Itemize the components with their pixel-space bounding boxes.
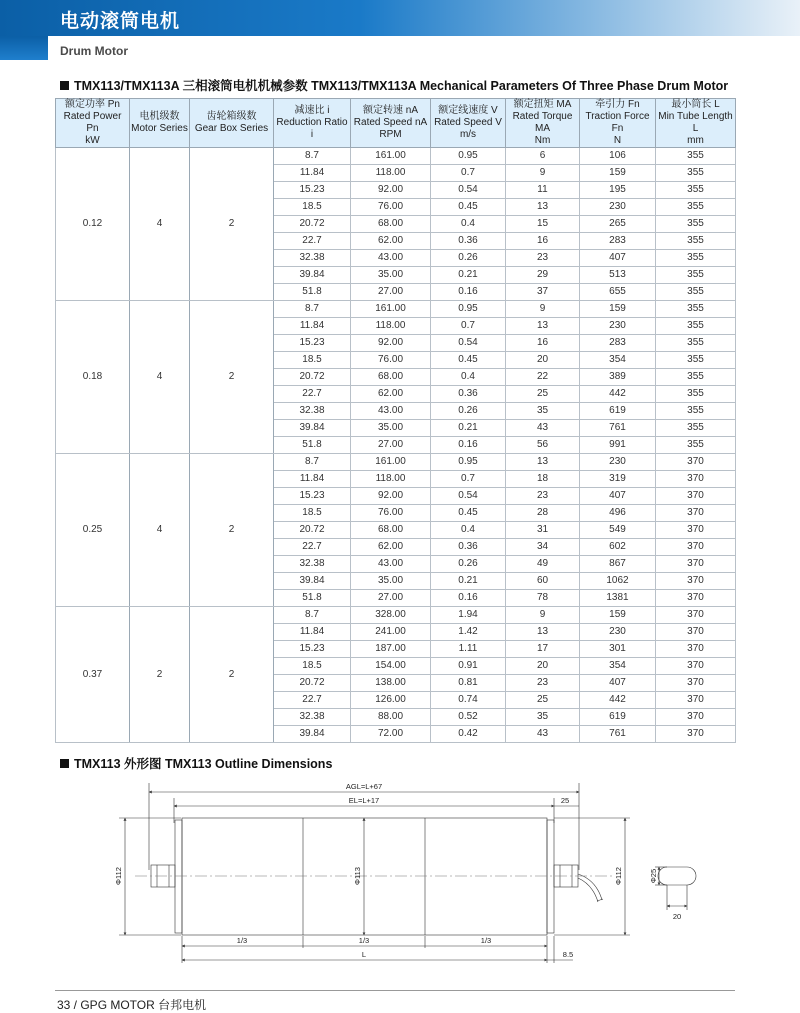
table-cell: 355 xyxy=(656,182,736,199)
table-cell: 370 xyxy=(656,522,736,539)
table-cell: 92.00 xyxy=(351,335,431,352)
table-cell: 602 xyxy=(580,539,656,556)
table-cell: 619 xyxy=(580,403,656,420)
table-cell: 18.5 xyxy=(274,352,351,369)
table-cell: 20 xyxy=(506,658,580,675)
motor-series-cell: 2 xyxy=(130,607,190,743)
table-cell: 389 xyxy=(580,369,656,386)
table-cell: 31 xyxy=(506,522,580,539)
table-cell: 301 xyxy=(580,641,656,658)
table-cell: 51.8 xyxy=(274,590,351,607)
column-header-line: Rated Power Pn xyxy=(63,111,122,134)
table-cell: 407 xyxy=(580,675,656,692)
table-cell: 17 xyxy=(506,641,580,658)
table-cell: 370 xyxy=(656,658,736,675)
table-cell: 0.54 xyxy=(431,488,506,505)
table-cell: 13 xyxy=(506,318,580,335)
footer-page-info: 33 / GPG MOTOR 台邦电机 xyxy=(57,998,207,1012)
table-cell: 43 xyxy=(506,726,580,743)
table-cell: 355 xyxy=(656,369,736,386)
table-cell: 32.38 xyxy=(274,403,351,420)
table-cell: 35.00 xyxy=(351,573,431,590)
column-header-line: RPM xyxy=(379,129,402,140)
drum-diameter-label: Φ113 xyxy=(353,867,362,885)
drawing-section-title xyxy=(60,754,332,772)
table-cell: 72.00 xyxy=(351,726,431,743)
table-header-row xyxy=(56,99,736,148)
table-cell: 355 xyxy=(656,301,736,318)
table-cell: 16 xyxy=(506,233,580,250)
table-cell: 0.52 xyxy=(431,709,506,726)
table-cell: 35.00 xyxy=(351,267,431,284)
table-cell: 18 xyxy=(506,471,580,488)
table-cell: 355 xyxy=(656,352,736,369)
motor-series-cell: 4 xyxy=(130,301,190,454)
table-cell: 18.5 xyxy=(274,199,351,216)
table-cell: 35 xyxy=(506,709,580,726)
table-cell: 43.00 xyxy=(351,556,431,573)
table-cell: 0.7 xyxy=(431,471,506,488)
square-bullet-icon xyxy=(60,81,69,90)
table-cell: 370 xyxy=(656,675,736,692)
table-cell: 407 xyxy=(580,250,656,267)
table-cell: 43 xyxy=(506,420,580,437)
table-cell: 11 xyxy=(506,182,580,199)
column-header xyxy=(351,99,431,148)
rated-power-cell: 0.18 xyxy=(56,301,130,454)
table-cell: 355 xyxy=(656,420,736,437)
table-cell: 15.23 xyxy=(274,335,351,352)
table-cell: 0.45 xyxy=(431,352,506,369)
motor-series-cell: 4 xyxy=(130,148,190,301)
table-cell: 549 xyxy=(580,522,656,539)
table-cell: 1381 xyxy=(580,590,656,607)
table-cell: 39.84 xyxy=(274,420,351,437)
table-cell: 761 xyxy=(580,726,656,743)
length-l-label: L xyxy=(361,950,367,959)
rated-power-cell: 0.12 xyxy=(56,148,130,301)
column-header xyxy=(431,99,506,148)
table-cell: 0.16 xyxy=(431,284,506,301)
table-cell: 0.36 xyxy=(431,386,506,403)
table-cell: 20.72 xyxy=(274,522,351,539)
table-row xyxy=(56,607,736,624)
table-row xyxy=(56,148,736,165)
column-header-line: Motor Series xyxy=(131,123,188,134)
table-cell: 56 xyxy=(506,437,580,454)
table-cell: 51.8 xyxy=(274,437,351,454)
table-cell: 355 xyxy=(656,216,736,233)
table-cell: 32.38 xyxy=(274,250,351,267)
table-cell: 32.38 xyxy=(274,556,351,573)
table-cell: 0.26 xyxy=(431,403,506,420)
shaft-width-label: 20 xyxy=(672,912,682,921)
table-cell: 1.94 xyxy=(431,607,506,624)
table-cell: 154.00 xyxy=(351,658,431,675)
table-cell: 60 xyxy=(506,573,580,590)
table-cell: 0.16 xyxy=(431,590,506,607)
table-cell: 283 xyxy=(580,335,656,352)
el-dimension-label: EL=L+17 xyxy=(348,796,380,805)
table-cell: 761 xyxy=(580,420,656,437)
table-cell: 15.23 xyxy=(274,488,351,505)
table-cell: 11.84 xyxy=(274,471,351,488)
table-cell: 370 xyxy=(656,488,736,505)
column-header-line: 额定线速度 V xyxy=(438,105,498,116)
table-cell: 655 xyxy=(580,284,656,301)
table-cell: 18.5 xyxy=(274,658,351,675)
table-cell: 62.00 xyxy=(351,386,431,403)
column-header-line: 额定功率 Pn xyxy=(64,99,120,110)
table-cell: 9 xyxy=(506,607,580,624)
column-header-line: 齿轮箱级数 xyxy=(206,111,257,122)
table-cell: 0.95 xyxy=(431,454,506,471)
table-cell: 27.00 xyxy=(351,284,431,301)
table-cell: 241.00 xyxy=(351,624,431,641)
third-3-label: 1/3 xyxy=(480,936,492,945)
column-header-line: Rated Torque MA xyxy=(512,111,573,134)
table-cell: 370 xyxy=(656,505,736,522)
table-cell: 43.00 xyxy=(351,250,431,267)
table-cell: 92.00 xyxy=(351,488,431,505)
column-header-line: Rated Speed V xyxy=(434,117,502,128)
table-cell: 34 xyxy=(506,539,580,556)
table-section-title-text: TMX113/TMX113A 三相滚筒电机机械参数 TMX113/TMX113A Mechanical Parameters Of Three Phase Drum Motor xyxy=(74,79,729,93)
table-section-title xyxy=(60,76,728,94)
table-cell: 159 xyxy=(580,607,656,624)
table-cell: 0.4 xyxy=(431,522,506,539)
table-cell: 20.72 xyxy=(274,675,351,692)
table-cell: 187.00 xyxy=(351,641,431,658)
table-cell: 161.00 xyxy=(351,148,431,165)
table-cell: 991 xyxy=(580,437,656,454)
table-cell: 20.72 xyxy=(274,369,351,386)
table-cell: 22.7 xyxy=(274,539,351,556)
table-cell: 39.84 xyxy=(274,267,351,284)
table-cell: 0.4 xyxy=(431,369,506,386)
table-cell: 22.7 xyxy=(274,386,351,403)
table-cell: 355 xyxy=(656,250,736,267)
table-cell: 328.00 xyxy=(351,607,431,624)
table-cell: 13 xyxy=(506,454,580,471)
agl-dimension-label: AGL=L+67 xyxy=(345,782,383,791)
column-header xyxy=(580,99,656,148)
table-cell: 43.00 xyxy=(351,403,431,420)
table-cell: 355 xyxy=(656,437,736,454)
table-cell: 867 xyxy=(580,556,656,573)
table-cell: 230 xyxy=(580,624,656,641)
table-cell: 29 xyxy=(506,267,580,284)
footer-divider xyxy=(55,990,735,991)
table-cell: 76.00 xyxy=(351,199,431,216)
square-bullet-icon xyxy=(60,759,69,768)
table-cell: 513 xyxy=(580,267,656,284)
table-cell: 118.00 xyxy=(351,471,431,488)
table-cell: 354 xyxy=(580,352,656,369)
table-cell: 106 xyxy=(580,148,656,165)
column-header-line: Rated Speed nA xyxy=(353,117,428,128)
right-diameter-label: Φ112 xyxy=(614,867,623,885)
third-2-label: 1/3 xyxy=(358,936,370,945)
column-header-line: 额定转速 nA xyxy=(362,105,418,116)
column-header xyxy=(274,99,351,148)
table-cell: 22 xyxy=(506,369,580,386)
table-cell: 76.00 xyxy=(351,505,431,522)
table-cell: 370 xyxy=(656,590,736,607)
table-cell: 62.00 xyxy=(351,233,431,250)
parameters-table-container xyxy=(55,98,735,743)
table-cell: 35 xyxy=(506,403,580,420)
table-cell: 1062 xyxy=(580,573,656,590)
table-cell: 22.7 xyxy=(274,692,351,709)
table-cell: 370 xyxy=(656,471,736,488)
table-cell: 370 xyxy=(656,726,736,743)
table-cell: 283 xyxy=(580,233,656,250)
table-cell: 370 xyxy=(656,692,736,709)
column-header-line: Min Tube Length L xyxy=(658,111,733,134)
table-cell: 68.00 xyxy=(351,369,431,386)
table-cell: 230 xyxy=(580,454,656,471)
table-cell: 15 xyxy=(506,216,580,233)
rated-power-cell: 0.37 xyxy=(56,607,130,743)
table-cell: 0.21 xyxy=(431,573,506,590)
column-header-line: Gear Box Series xyxy=(194,123,269,134)
table-cell: 370 xyxy=(656,573,736,590)
table-cell: 68.00 xyxy=(351,522,431,539)
table-cell: 22.7 xyxy=(274,233,351,250)
table-cell: 355 xyxy=(656,335,736,352)
table-cell: 0.42 xyxy=(431,726,506,743)
column-header xyxy=(506,99,580,148)
column-header xyxy=(130,99,190,148)
header-accent-tab xyxy=(0,36,48,60)
table-cell: 88.00 xyxy=(351,709,431,726)
table-cell: 68.00 xyxy=(351,216,431,233)
table-cell: 496 xyxy=(580,505,656,522)
table-cell: 126.00 xyxy=(351,692,431,709)
table-cell: 0.7 xyxy=(431,318,506,335)
table-cell: 230 xyxy=(580,199,656,216)
table-cell: 13 xyxy=(506,624,580,641)
table-cell: 0.26 xyxy=(431,556,506,573)
motor-series-cell: 4 xyxy=(130,454,190,607)
column-header-line: 减速比 i xyxy=(294,105,330,116)
dimension-25-label: 25 xyxy=(560,796,570,805)
table-cell: 118.00 xyxy=(351,165,431,182)
column-header-line: kW xyxy=(85,135,100,146)
table-cell: 355 xyxy=(656,199,736,216)
table-row xyxy=(56,301,736,318)
table-cell: 1.42 xyxy=(431,624,506,641)
table-cell: 23 xyxy=(506,488,580,505)
table-cell: 92.00 xyxy=(351,182,431,199)
dimension-8-5-label: 8.5 xyxy=(562,950,574,959)
table-cell: 0.26 xyxy=(431,250,506,267)
table-cell: 1.11 xyxy=(431,641,506,658)
table-cell: 370 xyxy=(656,539,736,556)
page-subtitle: Drum Motor xyxy=(60,44,128,58)
table-cell: 355 xyxy=(656,386,736,403)
table-cell: 16 xyxy=(506,335,580,352)
table-cell: 0.81 xyxy=(431,675,506,692)
table-cell: 11.84 xyxy=(274,165,351,182)
table-cell: 370 xyxy=(656,556,736,573)
table-cell: 28 xyxy=(506,505,580,522)
table-cell: 62.00 xyxy=(351,539,431,556)
table-cell: 0.36 xyxy=(431,539,506,556)
shaft-diameter-label: Φ25 xyxy=(649,868,658,884)
page-header-title: 电动滚筒电机 xyxy=(60,11,181,32)
gearbox-series-cell: 2 xyxy=(190,301,274,454)
table-cell: 355 xyxy=(656,148,736,165)
table-cell: 27.00 xyxy=(351,590,431,607)
table-cell: 370 xyxy=(656,624,736,641)
table-cell: 407 xyxy=(580,488,656,505)
column-header-line: Nm xyxy=(534,135,551,146)
table-cell: 39.84 xyxy=(274,573,351,590)
table-cell: 37 xyxy=(506,284,580,301)
table-cell: 27.00 xyxy=(351,437,431,454)
table-cell: 15.23 xyxy=(274,182,351,199)
table-cell: 6 xyxy=(506,148,580,165)
table-cell: 159 xyxy=(580,301,656,318)
table-cell: 9 xyxy=(506,165,580,182)
table-cell: 355 xyxy=(656,165,736,182)
table-cell: 0.45 xyxy=(431,199,506,216)
column-header-line: N xyxy=(613,135,622,146)
table-cell: 15.23 xyxy=(274,641,351,658)
table-cell: 0.91 xyxy=(431,658,506,675)
table-cell: 8.7 xyxy=(274,148,351,165)
table-cell: 619 xyxy=(580,709,656,726)
table-cell: 0.4 xyxy=(431,216,506,233)
table-cell: 0.54 xyxy=(431,182,506,199)
table-cell: 0.21 xyxy=(431,420,506,437)
table-cell: 9 xyxy=(506,301,580,318)
table-cell: 0.21 xyxy=(431,267,506,284)
table-cell: 355 xyxy=(656,318,736,335)
table-cell: 0.95 xyxy=(431,301,506,318)
third-1-label: 1/3 xyxy=(236,936,248,945)
left-diameter-label: Φ112 xyxy=(114,867,123,885)
table-cell: 161.00 xyxy=(351,301,431,318)
table-row xyxy=(56,454,736,471)
table-cell: 355 xyxy=(656,284,736,301)
gearbox-series-cell: 2 xyxy=(190,607,274,743)
table-cell: 11.84 xyxy=(274,318,351,335)
table-cell: 355 xyxy=(656,403,736,420)
table-cell: 370 xyxy=(656,454,736,471)
table-cell: 39.84 xyxy=(274,726,351,743)
table-cell: 8.7 xyxy=(274,454,351,471)
table-cell: 159 xyxy=(580,165,656,182)
table-cell: 8.7 xyxy=(274,301,351,318)
table-cell: 138.00 xyxy=(351,675,431,692)
gearbox-series-cell: 2 xyxy=(190,148,274,301)
table-cell: 76.00 xyxy=(351,352,431,369)
column-header xyxy=(656,99,736,148)
table-cell: 51.8 xyxy=(274,284,351,301)
table-cell: 11.84 xyxy=(274,624,351,641)
table-cell: 25 xyxy=(506,692,580,709)
column-header-line: Traction Force Fn xyxy=(585,111,650,134)
table-cell: 319 xyxy=(580,471,656,488)
column-header-line: 牵引力 Fn xyxy=(595,99,640,110)
table-cell: 0.95 xyxy=(431,148,506,165)
table-cell: 118.00 xyxy=(351,318,431,335)
column-header-line: 电机级数 xyxy=(139,111,180,122)
column-header-line: 最小筒长 L xyxy=(671,99,720,110)
table-cell: 23 xyxy=(506,675,580,692)
gearbox-series-cell: 2 xyxy=(190,454,274,607)
table-cell: 18.5 xyxy=(274,505,351,522)
table-cell: 78 xyxy=(506,590,580,607)
table-body xyxy=(56,148,736,743)
table-cell: 195 xyxy=(580,182,656,199)
table-cell: 0.16 xyxy=(431,437,506,454)
table-cell: 370 xyxy=(656,641,736,658)
table-cell: 25 xyxy=(506,386,580,403)
table-cell: 13 xyxy=(506,199,580,216)
rated-power-cell: 0.25 xyxy=(56,454,130,607)
table-cell: 161.00 xyxy=(351,454,431,471)
table-cell: 0.54 xyxy=(431,335,506,352)
table-cell: 20.72 xyxy=(274,216,351,233)
column-header-line: 额定扭矩 MA xyxy=(513,99,572,110)
column-header xyxy=(56,99,130,148)
table-cell: 23 xyxy=(506,250,580,267)
table-cell: 35.00 xyxy=(351,420,431,437)
outline-dimensions-drawing xyxy=(95,778,715,973)
drawing-section-title-text: TMX113 外形图 TMX113 Outline Dimensions xyxy=(74,757,333,771)
column-header xyxy=(190,99,274,148)
table-cell: 49 xyxy=(506,556,580,573)
table-cell: 20 xyxy=(506,352,580,369)
column-header-line: mm xyxy=(687,135,704,146)
table-cell: 0.7 xyxy=(431,165,506,182)
parameters-table xyxy=(55,98,736,743)
table-cell: 355 xyxy=(656,267,736,284)
table-cell: 32.38 xyxy=(274,709,351,726)
page-header-bar xyxy=(0,0,800,36)
table-cell: 355 xyxy=(656,233,736,250)
column-header-line: m/s xyxy=(459,129,477,140)
table-cell: 442 xyxy=(580,386,656,403)
table-cell: 0.45 xyxy=(431,505,506,522)
table-cell: 0.36 xyxy=(431,233,506,250)
column-header-line: Reduction Ratio i xyxy=(276,117,348,140)
table-cell: 370 xyxy=(656,709,736,726)
table-cell: 8.7 xyxy=(274,607,351,624)
table-cell: 265 xyxy=(580,216,656,233)
table-cell: 0.74 xyxy=(431,692,506,709)
table-cell: 442 xyxy=(580,692,656,709)
table-cell: 354 xyxy=(580,658,656,675)
table-cell: 230 xyxy=(580,318,656,335)
table-cell: 370 xyxy=(656,607,736,624)
